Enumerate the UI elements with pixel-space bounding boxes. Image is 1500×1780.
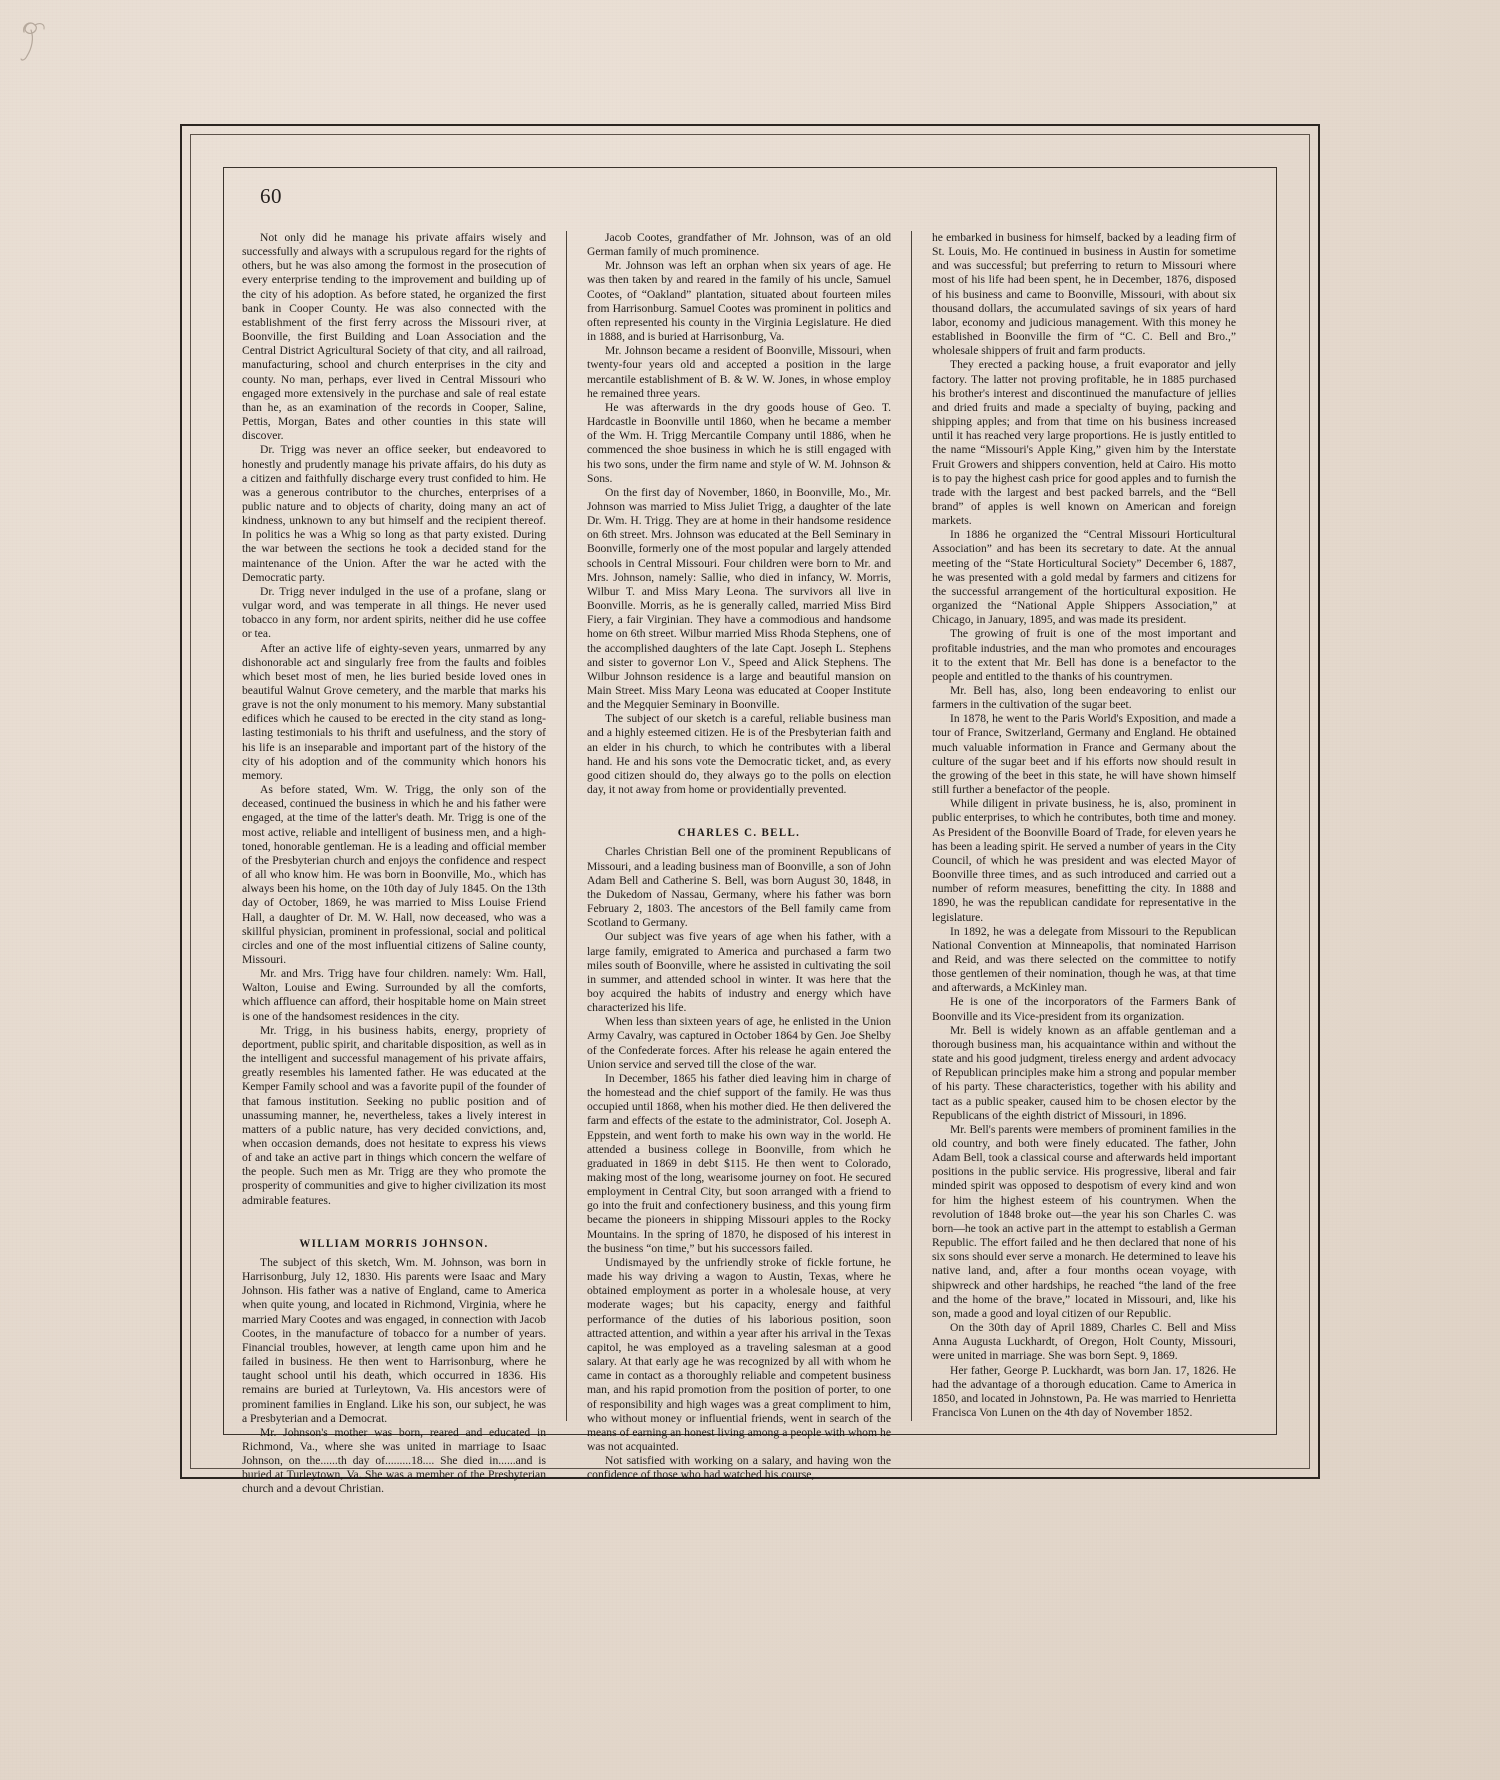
body-paragraph: Mr. Bell is widely known as an affable gentleman and a thorough business man, his acquaintance within and without the state and his good judgment, tireless energy and ardent advocacy of Republican principles make him a strong and popular member of his party. These characteristics, together with his ability and tact as a public speaker, caused him to be chosen elector by the Republicans of the eighth district of Missouri, in 1896. — [932, 1023, 1236, 1122]
column-3 — [911, 231, 1236, 1421]
body-paragraph: he embarked in business for himself, backed by a leading firm of St. Louis, Mo. He continued in business in Austin for sometime and was successful; but preferring to return to Missouri where most of his life had been spent, he in December, 1876, disposed of his business and came to Boonville, Missouri, with about six thousand dollars, the accumulated savings of six years of hard labor, economy and judicious management. With this money he established in Boonville the firm of “C. C. Bell and Bro.,” wholesale shippers of fruit and farm products. — [932, 231, 1236, 358]
body-paragraph: He was afterwards in the dry goods house of Geo. T. Hardcastle in Boonville until 1860, when he became a member of the Wm. H. Trigg Mercantile Company until 1886, when he commenced the shoe business in which he is still engaged with his two sons, under the firm name and style of W. M. Johnson & Sons. — [587, 400, 891, 485]
section-spacer — [587, 797, 891, 810]
body-paragraph: Mr. Johnson was left an orphan when six years of age. He was then taken by and reared in the family of his uncle, Samuel Cootes, of “Oakland” plantation, situated about fourteen miles from Harrisonburg. Samuel Cootes was prominent in politics and often represented his county in the Virginia Legislature. He died in 1888, and is buried at Harrisonburg, Va. — [587, 259, 891, 344]
body-paragraph: Mr. Bell's parents were members of prominent families in the old country, and both were finely educated. The father, John Adam Bell, took a classical course and afterwards held important positions in the public service. His progressive, liberal and fair minded spirit was opposed to despotism of every kind and won for him the highest esteem of his countrymen. When the revolution of 1848 broke out—the year his son Charles C. was born—he took an active part in the attempt to establish a German Republic. The effort failed and he then declared that none of his six sons should ever serve a monarch. He determined to leave his native land, and, after a four months ocean voyage, with shipwreck and other hardships, he reached “the land of the free and the home of the brave,” located in Missouri, and, like his son, made a good and loyal citizen of our Republic. — [932, 1122, 1236, 1320]
body-paragraph: The subject of our sketch is a careful, reliable business man and a highly esteemed citizen. He is of the Presbyterian faith and an elder in his church, to which he contributes with a liberal hand. He and his sons vote the Democratic ticket, and, as every good citizen should do, they always go to the polls on election day, it not away from home or providentially prevented. — [587, 712, 891, 797]
text-columns — [242, 231, 1258, 1496]
section-spacer — [242, 1208, 546, 1221]
body-paragraph: Not satisfied with working on a salary, and having won the confidence of those who had watched his course, — [587, 1454, 891, 1482]
body-paragraph: Our subject was five years of age when his father, with a large family, emigrated to America and purchased a farm two miles south of Boonville, where he assisted in cultivating the soil in summer, and attended school in winter. It was here that the boy acquired the habits of industry and energy which have characterized his life. — [587, 930, 891, 1015]
body-paragraph: When less than sixteen years of age, he enlisted in the Union Army Cavalry, was captured in October 1864 by Gen. Joe Shelby of the Confederate forces. After his release he again entered the Union service and served till the close of the war. — [587, 1015, 891, 1071]
body-paragraph: Mr. and Mrs. Trigg have four children. namely: Wm. Hall, Walton, Louise and Ewing. Surrounded by all the comforts, which affluence can afford, their hospitable home on Main street is one of the handsomest residences in the city. — [242, 967, 546, 1023]
body-paragraph: Undismayed by the unfriendly stroke of fickle fortune, he made his way driving a wagon to Austin, Texas, where he obtained employment as porter in a wholesale house, at very moderate wages; but his capacity, energy and faithful performance of the duties of his laborious position, soon attracted attention, and within a year after his arrival in the Texas capitol, he was employed as a traveling salesman at a good salary. At that early age he was recognized by all with whom he came in contact as a thoroughly reliable and competent business man, and his rapid promotion from the position of porter, to one of responsibility and high wages was a great compliment to him, who without money or influential friends, went in search of the means of earning an honest living among a people with whom he was not acquainted. — [587, 1255, 891, 1453]
body-paragraph: Mr. Johnson's mother was born, reared and educated in Richmond, Va., where she was united in marriage to Isaac Johnson, on the......th day of.........18.... She died in......and is buried at Turleytown, Va. She was a member of the Presbyterian church and a devout Christian. — [242, 1425, 546, 1496]
section-heading: CHARLES C. BELL. — [677, 827, 801, 840]
column-2 — [566, 231, 891, 1482]
body-paragraph: The growing of fruit is one of the most important and profitable industries, and the man who promotes and encourages it to the extent that Mr. Bell has done is a benefactor to the people and entitled to the thanks of his countrymen. — [932, 627, 1236, 683]
body-paragraph: The subject of this sketch, Wm. M. Johnson, was born in Harrisonburg, July 12, 1830. His parents were Isaac and Mary Johnson. His father was a native of England, came to America when quite young, and located in Richmond, Virginia, where he married Mary Cootes and was engaged, in connection with Jacob Cootes, in the manufacture of tobacco for a number of years. Financial troubles, however, at length came upon him and he failed in business. He then went to Harrisonburg, where he taught school until his death, which occurred in 1836. His remains are buried at Turleytown, Va. His ancestors were of prominent families in England. Like his son, our subject, he was a Presbyterian and a Democrat. — [242, 1255, 546, 1425]
body-paragraph: In 1886 he organized the “Central Missouri Horticultural Association” and has been its secretary to date. At the annual meeting of the “State Horticultural Society” December 6, 1887, he was presented with a gold medal by farmers and citizens for the successful arrangement of the horticultural exposition. He organized the “National Apple Shippers Association,” at Chicago, in January, 1895, and was made its president. — [932, 528, 1236, 627]
body-paragraph: In December, 1865 his father died leaving him in charge of the homestead and the chief support of the family. He was thus occupied until 1868, when his mother died. He then delivered the farm and effects of the estate to the administrator, Col. Joseph A. Eppstein, and went forth to make his own way in the world. He attended a business college in Boonville, from which he graduated in 1869 in debt $115. He then went to Colorado, making most of the long, wearisome journey on foot. He secured employment in Central City, but soon arranged with a friend to go into the fruit and confectionery business, and this young firm became the pioneers in shipping Missouri apples to the Rocky Mountains. In the spring of 1870, he disposed of his interest in the business “on time,” but his successors failed. — [587, 1071, 891, 1255]
body-paragraph: Jacob Cootes, grandfather of Mr. Johnson, was of an old German family of much prominence. — [587, 231, 891, 259]
body-paragraph: On the first day of November, 1860, in Boonville, Mo., Mr. Johnson was married to Miss Juliet Trigg, a daughter of the late Dr. Wm. H. Trigg. They are at home in their handsome residence on 6th street. Mrs. Johnson was educated at the Bell Seminary in Boonville, formerly one of the most popular and largely attended schools in Central Missouri. Four children were born to Mr. and Mrs. Johnson, namely: Sallie, who died in infancy, W. Morris, Wilbur T. and Miss Mary Leona. The survivors all live in Boonville. Morris, as he is generally called, married Miss Bird Fiery, a fair Virginian. They have a commodious and handsome home on 6th street. Wilbur married Miss Rhoda Stephens, one of the accomplished daughters of the late Capt. Joseph L. Stephens and sister to governor Lon V., Speed and Alick Stephens. The Wilbur Johnson residence is a large and beautiful mansion on Main Street. Miss Mary Leona was educated at Cooper Institute and the Megquier Seminary in Boonville. — [587, 485, 891, 712]
body-paragraph: Charles Christian Bell one of the prominent Republicans of Missouri, and a leading business man of Boonville, a son of John Adam Bell and Catherine S. Bell, was born August 30, 1848, in the Dukedom of Nassau, Germany, where his father was born February 2, 1803. The ancestors of the Bell family came from Scotland to Germany. — [587, 845, 891, 930]
body-paragraph: In 1878, he went to the Paris World's Exposition, and made a tour of France, Switzerland, Germany and England. He obtained much valuable information in France and Germany about the culture of the sugar beet and if his efforts now should result in the growing of the beet in this state, he will have shown himself still further a benefactor of the people. — [932, 712, 1236, 797]
page-number: 60 — [260, 184, 282, 208]
body-paragraph: He is one of the incorporators of the Farmers Bank of Boonville and its Vice-president from its organization. — [932, 995, 1236, 1023]
pencil-annotation-mark — [18, 18, 64, 66]
body-paragraph: They erected a packing house, a fruit evaporator and jelly factory. The latter not proving profitable, he in 1885 purchased his brother's interest and discontinued the manufacture of jellies and dried fruits and made a specialty of buying, packing and shipping apples; and from that time on his business increased until it has reached very large proportions. He is justly entitled to the name “Missouri's Apple King,” given him by the Interstate Fruit Growers and shippers convention, held at Cairo. His motto is to pay the highest cash price for good apples and to furnish the trade with the largest and best packed barrels, and the “Bell brand” of apples is well known on American and foreign markets. — [932, 358, 1236, 528]
column-1 — [242, 231, 546, 1496]
body-paragraph: Mr. Bell has, also, long been endeavoring to enlist our farmers in the cultivation of the sugar beet. — [932, 684, 1236, 712]
body-paragraph: Her father, George P. Luckhardt, was born Jan. 17, 1826. He had the advantage of a thorough education. Came to America in 1850, and located in Johnstown, Pa. He was married to Henrietta Francisca Von Lunen on the 4th day of November 1852. — [932, 1363, 1236, 1419]
body-paragraph: After an active life of eighty-seven years, unmarred by any dishonorable act and singularly free from the faults and foibles which beset most of men, he lies buried beside loved ones in beautiful Walnut Grove cemetery, and the marble that marks his grave is not the only monument to his memory. Many substantial edifices which he caused to be erected in the city stand as long-lasting testimonials to his thrift and usefulness, and the story of his life is an inseparable and important part of the history of the city of his adoption and of the community which honors his memory. — [242, 641, 546, 782]
body-paragraph: Dr. Trigg was never an office seeker, but endeavored to honestly and prudently manage his private affairs, do his duty as a citizen and faithfully discharge every trust confided to him. He was a generous contributor to the churches, enterprises of a public nature and to objects of charity, doing many an act of kindness, unknown to any but himself and the recipient thereof. In politics he was a Whig so long as that party existed. During the war between the sections he took a decided stand for the maintenance of the Union. After the war he acted with the Democratic party. — [242, 443, 546, 584]
body-paragraph: While diligent in private business, he is, also, prominent in public enterprises, to which he contributes, both time and money. As President of the Boonville Board of Trade, for eleven years he has been a leading spirit. He served a number of years in the City Council, of which he was president and was elected Mayor of Boonville three times, and as such introduced and carried out a number of reform measures, benefitting the city. In 1888 and 1890, he was the republican candidate for representative in the legislature. — [932, 797, 1236, 924]
body-paragraph: Mr. Trigg, in his business habits, energy, propriety of deportment, public spirit, and charitable disposition, as well as in the intelligent and successful management of his private affairs, greatly resembles his lamented father. He was educated at the Kemper Family school and was a favorite pupil of the founder of that famous institution. Seeking no public position and of unassuming manner, he, nevertheless, takes a lively interest in matters of a public nature, has very decided convictions, and, when occasion demands, does not hesitate to express his views of and take an active part in things which concern the welfare of the people. Such men as Mr. Trigg are they who promote the prosperity of communities and give to higher civilization its most admirable features. — [242, 1023, 546, 1207]
body-paragraph: Dr. Trigg never indulged in the use of a profane, slang or vulgar word, and was temperate in all things. He never used tobacco in any form, nor ardent spirits, neither did he use coffee or tea. — [242, 584, 546, 641]
body-paragraph: Mr. Johnson became a resident of Boonville, Missouri, when twenty-four years old and accepted a position in the large mercantile establishment of B. & W. W. Jones, in whose employ he remained three years. — [587, 344, 891, 400]
body-paragraph: Not only did he manage his private affairs wisely and successfully and always with a scrupulous regard for the rights of others, but he was also among the formost in the prosecution of every enterprise tending to the improvement and building up of the city of his adoption. As before stated, he organized the first bank in Cooper County. He was also connected with the establishment of the first ferry across the Missouri river, at Boonville, the first Building and Loan Association and the Central District Agricultural Society of that city, and all railroad, manufacturing, school and church enterprises in the city and county. No man, perhaps, ever lived in Central Missouri who engaged more extensively in the purchase and sale of real estate than he, as an examination of the records in Cooper, Saline, Pettis, Morgan, Bates and other counties in this state will discover. — [242, 231, 546, 443]
body-paragraph: On the 30th day of April 1889, Charles C. Bell and Miss Anna Augusta Luckhardt, of Oregon, Holt County, Missouri, were united in marriage. She was born Sept. 9, 1869. — [932, 1321, 1236, 1363]
section-heading: WILLIAM MORRIS JOHNSON. — [299, 1237, 489, 1250]
page-content — [224, 168, 1276, 1496]
body-paragraph: In 1892, he was a delegate from Missouri to the Republican National Convention at Minneapolis, that nominated Harrison and Reid, and was there selected on the committee to notify those gentlemen of their nomination, though he was, at that time and afterwards, a McKinley man. — [932, 924, 1236, 995]
body-paragraph: As before stated, Wm. W. Trigg, the only son of the deceased, continued the business in which he and his father were engaged, at the time of the latter's death. Mr. Trigg is one of the most active, reliable and intelligent of business men, and a high-toned, honorable gentleman. He is a leading and official member of the Presbyterian church and enjoys the confidence and respect of all who know him. He was born in Boonville, Mo., which has always been his home, on the 10th day of July 1845. On the 13th day of October, 1869, he was married to Miss Louise Friend Hall, a daughter of Dr. M. W. Hall, now deceased, who was a skillful physician, prominent in professional, social and political circles and one of the most influential citizens of Saline county, Missouri. — [242, 783, 546, 966]
